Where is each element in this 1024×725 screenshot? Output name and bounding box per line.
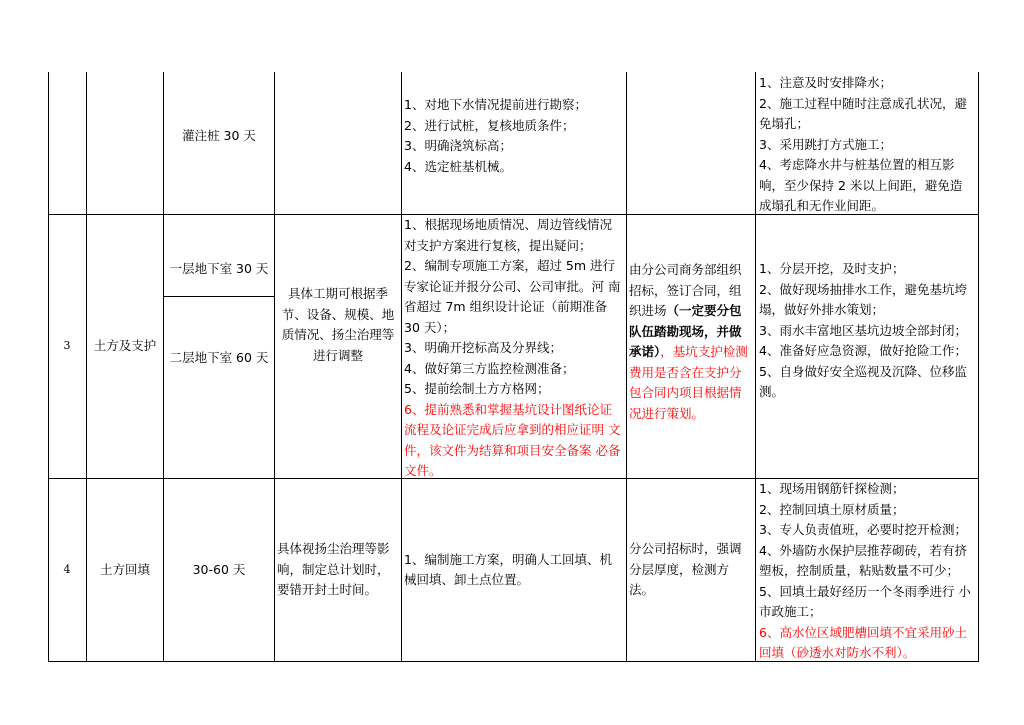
row-earthwork-procurement-highlight: ，基坑支护检测费用是否含在支护分包合同内项目根据情况进行策划。 [629, 344, 748, 421]
row-pile-prep-3: 3、明确浇筑标高； [404, 138, 512, 153]
row-backfill-note-4: 4、外墙防水保护层推荐砌砖，若有挤 塑板，控制质量，粘贴数量不可少； 5、回填土最好经历一个冬雨季进行 小市政施工； [759, 542, 971, 619]
row-earthwork-prep-3: 3、明确开挖标高及分界线； [404, 340, 562, 355]
row-earthwork-duration-level2: 二层地下室 60 天 [169, 349, 269, 365]
row-backfill-procurement: 分公司招标时，强调分层厚度，检测方法。 [629, 541, 742, 598]
row-earthwork-procurement-text: 由分公司商务部组织招标，签订合同，组织进场 [629, 262, 742, 318]
row-backfill-note-3: 3、专人负责值班，必要时挖开检测； [759, 522, 967, 537]
row-backfill-duration: 30-60 天 [192, 561, 246, 577]
row-pile-prep-4: 4、选定桩基机械。 [404, 158, 512, 174]
row-earthwork-no: 3 [63, 339, 71, 353]
row-pile-no-cell [48, 72, 86, 214]
row-pile-procurement-cell [627, 72, 755, 214]
row-backfill-no: 4 [63, 562, 71, 576]
row-earthwork-prep-2: 2、编制专项施工方案，超过 5m 进行 专家论证并报分公司、公司审批。河 南省超过 7m 组织设计论证（前期准备 30 天）； [404, 258, 621, 335]
row-earthwork-item: 土方及支护 [93, 338, 157, 354]
construction-plan-table [48, 72, 979, 662]
row-pile-note-1: 1、注意及时安排降水； [759, 75, 892, 90]
row-earthwork-remark: 具体工期可根据季节、设备、规模、地质情况、扬尘治理等进行调整 [281, 286, 395, 363]
row-earthwork-duration-level1: 一层地下室 30 天 [169, 261, 269, 277]
row-backfill-notes [759, 479, 975, 661]
row-earthwork-note-4: 4、准备好应急资源，做好抢险工作； [759, 343, 967, 358]
row-backfill-note-2: 2、控制回填土原材质量； [759, 501, 905, 517]
row-earthwork-prep-5: 5、提前绘制土方方格网； [404, 381, 550, 396]
row-backfill-note-1: 1、现场用钢筋钎探检测； [759, 481, 905, 496]
row-pile-duration: 灌注桩 30 天 [182, 127, 256, 143]
row-pile-prep-2: 2、进行试桩，复核地质条件； [404, 117, 575, 133]
row-pile-note-4: 4、考虑降水井与桩基位置的相互影响，至少保持 2 米以上间距，避免造 成塌孔和无作业间距。 [759, 157, 963, 213]
row-backfill-preparation [404, 479, 624, 661]
row-earthwork-note-3: 3、雨水丰富地区基坑边坡全部封闭； [759, 322, 967, 338]
row-pile-note-3: 3、采用跳打方式施工； [759, 136, 892, 152]
row-earthwork-procurement-emphasis: （一定要分包队伍踏勘现场，并做承诺） [629, 303, 742, 359]
row-backfill-note-6-highlight: 6、高水位区域肥槽回填不宜采用砂土 回填（砂透水对防水不利）。 [759, 624, 967, 660]
row-pile-preparation [404, 72, 624, 200]
row-earthwork-note-2: 2、做好现场抽排水工作，避免基坑垮 塌，做好外排水策划； [759, 281, 967, 317]
row-backfill-remark: 具体视扬尘治理等影响，制定总计划时，要错开封土时间。 [277, 541, 390, 598]
row-earthwork-prep-1: 1、根据现场地质情况、周边管线情况对支护方案进行复核，提出疑问； [404, 217, 612, 253]
row-backfill-item: 土方回填 [99, 561, 150, 577]
row-pile-prep-1: 1、对地下水情况提前进行勘察； [404, 97, 587, 112]
row-earthwork-preparation [404, 215, 624, 478]
row-earthwork-notes [759, 259, 975, 469]
row-earthwork-note-1: 1、分层开挖，及时支护； [759, 261, 905, 276]
row-backfill-prep-1: 1、编制施工方案，明确人工回填、机 械回填、卸土点位置。 [404, 551, 612, 587]
row-earthwork-procurement [629, 260, 753, 440]
row-earthwork-prep-6-highlight: 6、提前熟悉和掌握基坑设计图纸论证 流程及论证完成后应拿到的相应证明 文件，该文件为结算和项目安全备案 必备文件。 [404, 401, 621, 478]
row-earthwork-prep-4: 4、做好第三方监控检测准备； [404, 360, 575, 376]
row-pile-item-cell [87, 72, 163, 214]
row-pile-note-2: 2、施工过程中随时注意成孔状况，避 免塌孔； [759, 95, 967, 131]
row-earthwork-note-5: 5、自身做好安全巡视及沉降、位移监 测。 [759, 363, 967, 399]
row-pile-remark-cell [275, 72, 401, 214]
row-pile-notes [759, 73, 975, 214]
